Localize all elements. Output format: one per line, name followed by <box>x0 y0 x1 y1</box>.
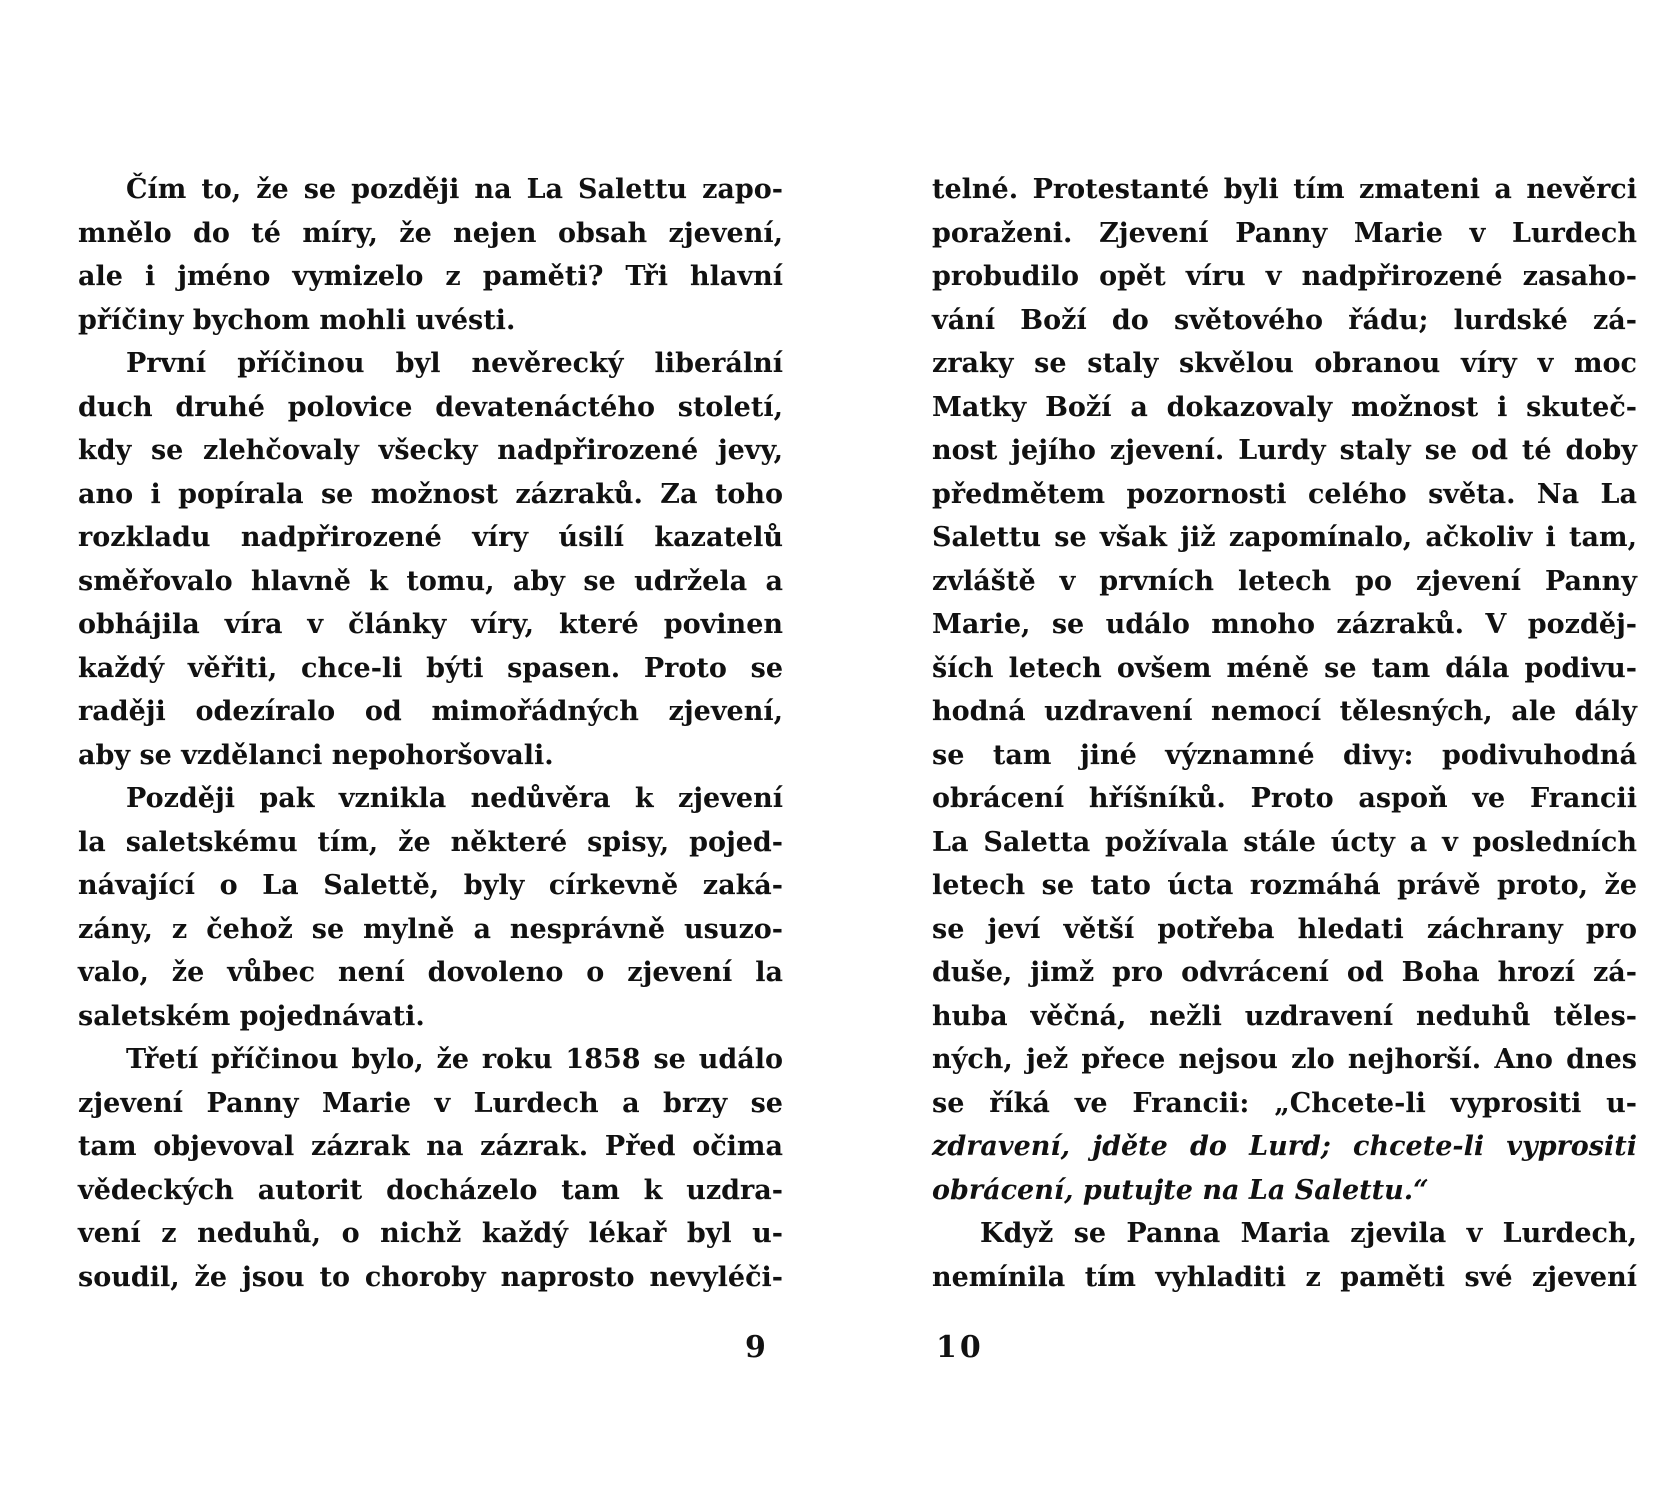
text-line: valo, že vůbec není dovoleno o zjevení la <box>78 957 783 988</box>
text-line: se říká ve Francii: „Chcete-li vyprositi u- <box>932 1087 1637 1119</box>
text-line: Marie, se událo mnoho zázraků. V pozděj- <box>932 609 1637 640</box>
text-line: příčiny bychom mohli uvésti. <box>78 304 516 336</box>
text-line: ano i popírala se možnost zázraků. Za toho <box>78 478 783 510</box>
text-line: První příčinou byl nevěrecký liberální <box>126 348 783 379</box>
text-line: Čím to, že se později na La Salettu zapo- <box>126 174 783 205</box>
text-line: obrácení hříšníků. Proto aspoň ve Francii <box>932 783 1637 814</box>
text-line: každý věřiti, chce-li býti spasen. Proto se <box>78 652 783 684</box>
text-line: zdravení, jděte do Lurd; chcete-li vyprositi <box>932 1131 1637 1162</box>
right-page <box>840 0 1680 1500</box>
text-line: vání Boží do světového řádu; lurdské zá- <box>932 304 1637 336</box>
text-line: zvláště v prvních letech po zjevení Panny <box>932 565 1637 597</box>
text-line: La Saletta požívala stále úcty a v posledních <box>932 826 1637 858</box>
text-line: soudil, že jsou to choroby naprosto nevyléči- <box>78 1261 783 1293</box>
text-line: vědeckých autorit docházelo tam k uzdra- <box>78 1174 783 1206</box>
text-line: tam objevoval zázrak na zázrak. Před očima <box>78 1131 783 1162</box>
text-line: obhájila víra v články víry, které povinen <box>78 609 783 640</box>
text-line: la saletskému tím, že některé spisy, pojed- <box>78 826 783 858</box>
text-line: ných, jež přece nejsou zlo nejhorší. Ano dnes <box>932 1044 1637 1075</box>
text-line: předmětem pozornosti celého světa. Na La <box>932 478 1637 510</box>
text-line: mnělo do té míry, že nejen obsah zjevení, <box>78 217 783 249</box>
text-line: letech se tato úcta rozmáhá právě proto, že <box>932 870 1637 901</box>
text-line: Salettu se však již zapomínalo, ačkoliv i tam, <box>932 522 1637 553</box>
text-line: se tam jiné významné divy: podivuhodná <box>932 739 1637 771</box>
text-line: vení z neduhů, o nichž každý lékař byl u- <box>78 1218 783 1249</box>
text-line: obrácení, putujte na La Salettu.“ <box>932 1174 1429 1206</box>
text-line: aby se vzdělanci nepohoršovali. <box>78 739 554 771</box>
text-line: Třetí příčinou bylo, že roku 1858 se událo <box>126 1044 783 1075</box>
text-line: ších letech ovšem méně se tam dála podivu- <box>932 652 1637 684</box>
text-line: duch druhé polovice devatenáctého století, <box>78 391 783 423</box>
text-line: probudilo opět víru v nadpřirozené zasaho- <box>932 261 1637 292</box>
text-line: huba věčná, nežli uzdravení neduhů těles- <box>932 1000 1637 1032</box>
text-line: zjevení Panny Marie v Lurdech a brzy se <box>78 1087 783 1119</box>
left-page-text <box>78 168 783 1299</box>
text-line: Když se Panna Maria zjevila v Lurdech, <box>980 1218 1637 1249</box>
text-line: ale i jméno vymizelo z paměti? Tři hlavní <box>78 261 783 292</box>
text-line: duše, jimž pro odvrácení od Boha hrozí zá- <box>932 957 1637 988</box>
text-line: zraky se staly skvělou obranou víry v moc <box>932 348 1637 379</box>
page-number-left: 9 <box>745 1330 766 1365</box>
right-page-text <box>932 168 1637 1299</box>
text-line: saletském pojednávati. <box>78 1000 425 1032</box>
text-line: hodná uzdravení nemocí tělesných, ale dály <box>932 696 1637 727</box>
text-line: Později pak vznikla nedůvěra k zjevení <box>126 783 783 814</box>
text-line: raději odezíralo od mimořádných zjevení, <box>78 696 783 727</box>
text-line: Matky Boží a dokazovaly možnost i skuteč- <box>932 391 1637 423</box>
text-line: poraženi. Zjevení Panny Marie v Lurdech <box>932 217 1637 249</box>
page-number-right: 10 <box>936 1330 984 1365</box>
text-line: nemínila tím vyhladiti z paměti své zjevení <box>932 1261 1637 1293</box>
text-line: se jeví větší potřeba hledati záchrany pro <box>932 913 1637 945</box>
text-line: zány, z čehož se mylně a nesprávně usuzo- <box>78 913 783 945</box>
text-line: návající o La Salettě, byly církevně zaká- <box>78 870 783 901</box>
text-line: rozkladu nadpřirozené víry úsilí kazatelů <box>78 522 783 553</box>
text-line: nost jejího zjevení. Lurdy staly se od té doby <box>932 435 1637 466</box>
text-line: směřovalo hlavně k tomu, aby se udržela a <box>78 565 783 597</box>
text-line: kdy se zlehčovaly všecky nadpřirozené jevy, <box>78 435 783 466</box>
text-line: telné. Protestanté byli tím zmateni a nevěrci <box>932 174 1637 205</box>
